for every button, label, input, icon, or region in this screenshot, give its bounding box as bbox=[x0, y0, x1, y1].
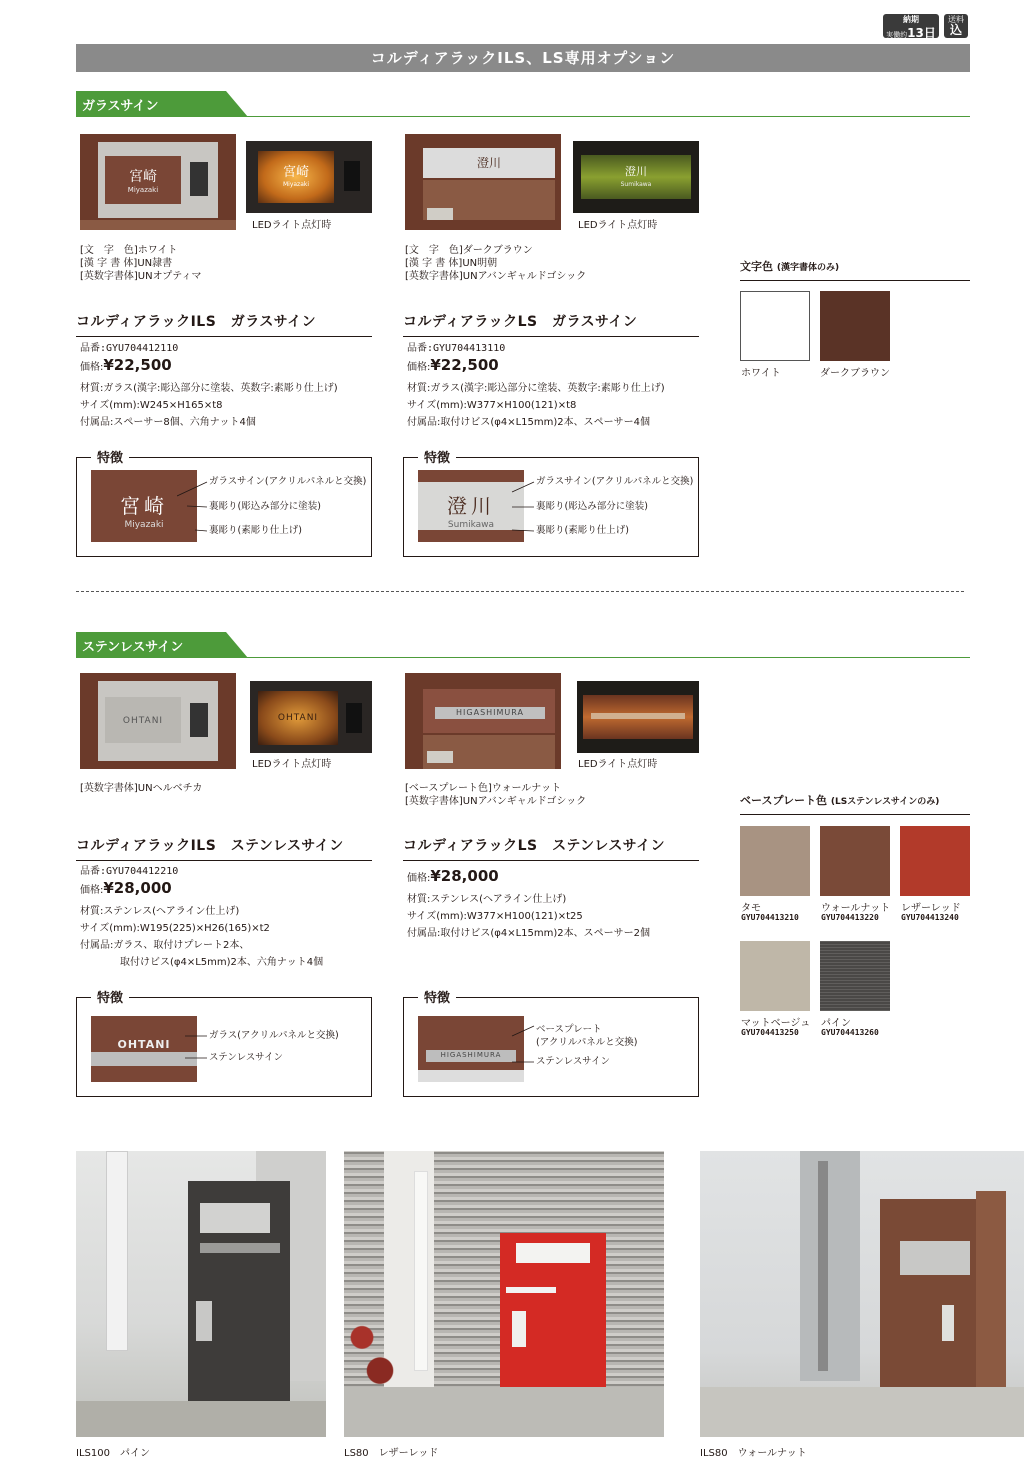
ils-steel-specs bbox=[80, 863, 323, 971]
photo-caption: LS80 レザーレッド bbox=[344, 1448, 439, 1459]
lead-time-prefix: 実働約 bbox=[886, 31, 908, 39]
feature-box bbox=[76, 451, 372, 557]
price-label: 価格: bbox=[80, 885, 104, 896]
product-title: コルディアラックILS ステンレスサイン bbox=[76, 835, 372, 861]
ils-glass-specs bbox=[80, 340, 338, 431]
caption-line: [英数字書体]UNアバンギャルドゴシック bbox=[405, 271, 587, 282]
swatch-title-text: 文字色 bbox=[740, 260, 773, 273]
ls-steel-specs bbox=[407, 868, 650, 942]
section-tab-stainless bbox=[76, 632, 248, 658]
led-sign-kanji: 澄川 bbox=[625, 165, 647, 178]
swatch-title bbox=[740, 792, 970, 815]
callout-text: ガラスサイン(アクリルパネルと交換) bbox=[536, 476, 694, 487]
section-divider bbox=[76, 591, 964, 592]
caption-line: [英数字書体]UNアバンギャルドゴシック bbox=[405, 796, 587, 807]
swatch-code: GYU704413240 bbox=[901, 913, 959, 922]
sign-kanji: 宮崎 bbox=[129, 169, 157, 185]
callout-text: 裏彫り(素彫り仕上げ) bbox=[536, 525, 629, 536]
ls-glass-specs bbox=[407, 340, 665, 431]
price: ¥22,500 bbox=[430, 356, 499, 374]
callout-lines bbox=[177, 476, 211, 536]
lead-time-badge bbox=[883, 14, 939, 38]
ils-glass-product-photo bbox=[80, 134, 236, 230]
swatch-tamo bbox=[740, 826, 810, 896]
spec-line: 材質:ステンレス(ヘアライン仕上げ) bbox=[80, 906, 240, 917]
swatch-note: (LSステンレスサインのみ) bbox=[830, 797, 940, 807]
spec-line: 付属品:スペーサー8個、六角ナット4個 bbox=[80, 417, 256, 428]
feature-box bbox=[403, 451, 699, 557]
swatch-code: GYU704413210 bbox=[741, 913, 799, 922]
shipping-label: 送料 bbox=[948, 15, 964, 24]
callout-text: ベースプレート bbox=[536, 1024, 602, 1035]
sign-roman: HIGASHIMURA bbox=[456, 708, 524, 717]
lead-time-label: 納期 bbox=[903, 15, 919, 24]
spec-line: 材質:ガラス(漢字:彫込部分に塗装、英数字:素彫り仕上げ) bbox=[407, 383, 665, 394]
ls-glass-led-photo bbox=[573, 141, 699, 213]
price: ¥28,000 bbox=[430, 867, 499, 885]
feature-label: 特徴 bbox=[418, 987, 456, 1006]
price: ¥28,000 bbox=[103, 879, 172, 897]
caption-line: [英数字書体]UNヘルベチカ bbox=[80, 783, 203, 794]
swatch-title-text: ベースプレート色 bbox=[740, 794, 828, 807]
ls-steel-captions bbox=[405, 782, 586, 808]
swatch-walnut bbox=[820, 826, 890, 896]
callout-text: (アクリルパネルと交換) bbox=[536, 1037, 638, 1048]
feature-box bbox=[403, 991, 699, 1097]
spec-line: 付属品:ガラス、取付けプレート2本、 bbox=[80, 940, 250, 951]
section-title-stainless: ステンレスサイン bbox=[82, 640, 184, 655]
spec-line: 付属品:取付けビス(φ4×L15mm)2本、スペーサー4個 bbox=[407, 417, 651, 428]
installation-photo-ils80-walnut bbox=[700, 1151, 1024, 1437]
caption-line: [漢 字 書 体]UN明朝 bbox=[405, 258, 498, 269]
ils-glass-captions bbox=[80, 244, 202, 283]
feature-label: 特徴 bbox=[91, 447, 129, 466]
price-label: 価格: bbox=[80, 362, 104, 373]
swatch-code: GYU704413250 bbox=[741, 1028, 799, 1037]
shipping-value: 込 bbox=[949, 23, 962, 37]
spec-line: サイズ(mm):W195(225)×H26(165)×t2 bbox=[80, 923, 270, 934]
spec-line: 付属品:取付けビス(φ4×L15mm)2本、スペーサー2個 bbox=[407, 928, 651, 939]
section-rule bbox=[76, 657, 970, 658]
swatch-title bbox=[740, 258, 970, 281]
sign-roman: OHTANI bbox=[122, 716, 164, 726]
led-sign-roman: OHTANI bbox=[277, 713, 319, 723]
sign-kanji: 澄川 bbox=[476, 156, 501, 170]
price-label: 価格: bbox=[407, 362, 431, 373]
feature-sign-roman: OHTANI bbox=[117, 1038, 171, 1051]
callout-lines bbox=[504, 476, 538, 536]
swatch-name: ダークブラウン bbox=[820, 368, 890, 379]
caption-line: [文 字 色]ホワイト bbox=[80, 245, 178, 256]
swatch-matte-beige bbox=[740, 941, 810, 1011]
ls-glass-captions bbox=[405, 244, 586, 283]
swatch-white bbox=[740, 291, 810, 361]
callout-text: 裏彫り(彫込み部分に塗装) bbox=[209, 501, 321, 512]
swatch-name: レザーレッド bbox=[901, 903, 961, 914]
led-caption: LEDライト点灯時 bbox=[578, 759, 658, 770]
shipping-badge bbox=[944, 14, 968, 38]
swatch-note: (漢字書体のみ) bbox=[776, 263, 840, 273]
feature-sign-roman: HIGASHIMURA bbox=[440, 1051, 502, 1059]
ls-steel-product-photo bbox=[405, 673, 561, 769]
product-code: 品番:GYU704412210 bbox=[80, 866, 179, 877]
product-title: コルディアラックLS ステンレスサイン bbox=[403, 835, 699, 861]
feature-sign-roman: Sumikawa bbox=[447, 520, 495, 530]
swatch-leather-red bbox=[900, 826, 970, 896]
callout-text: ガラスサイン(アクリルパネルと交換) bbox=[209, 476, 367, 487]
ils-steel-captions bbox=[80, 782, 202, 795]
callout-text: 裏彫り(素彫り仕上げ) bbox=[209, 525, 302, 536]
ls-glass-product-photo bbox=[405, 134, 561, 230]
swatch-code: GYU704413220 bbox=[821, 913, 879, 922]
spec-line: サイズ(mm):W377×H100(121)×t8 bbox=[407, 400, 577, 411]
callout-lines bbox=[177, 1028, 211, 1068]
spec-line: 材質:ステンレス(ヘアライン仕上げ) bbox=[407, 894, 567, 905]
callout-text: ステンレスサイン bbox=[536, 1056, 610, 1067]
spec-line: サイズ(mm):W377×H100(121)×t25 bbox=[407, 911, 583, 922]
feature-label: 特徴 bbox=[91, 987, 129, 1006]
swatch-name: マットベージュ bbox=[741, 1018, 811, 1029]
spec-line: サイズ(mm):W245×H165×t8 bbox=[80, 400, 223, 411]
product-code: 品番:GYU704413110 bbox=[407, 343, 506, 354]
price-label: 価格: bbox=[407, 873, 431, 884]
swatch-name: ウォールナット bbox=[821, 903, 891, 914]
caption-line: [英数字書体]UNオプティマ bbox=[80, 271, 202, 282]
swatch-name: タモ bbox=[741, 903, 761, 914]
section-tab-glass bbox=[76, 91, 248, 117]
led-caption: LEDライト点灯時 bbox=[252, 220, 332, 231]
feature-sign-kanji: 宮崎 bbox=[120, 494, 168, 518]
installation-photo-ils100 bbox=[76, 1151, 326, 1437]
callout-lines bbox=[504, 1018, 538, 1068]
feature-box bbox=[76, 991, 372, 1097]
photo-caption: ILS80 ウォールナット bbox=[700, 1448, 807, 1459]
installation-photo-ls80-red bbox=[344, 1151, 664, 1437]
swatch-name: ホワイト bbox=[741, 368, 781, 379]
led-caption: LEDライト点灯時 bbox=[578, 220, 658, 231]
ils-steel-product-photo bbox=[80, 673, 236, 769]
spec-line: 材質:ガラス(漢字:彫込部分に塗装、英数字:素彫り仕上げ) bbox=[80, 383, 338, 394]
sign-roman: Miyazaki bbox=[127, 186, 159, 194]
lead-time-days: 13日 bbox=[907, 26, 936, 40]
product-title: コルディアラックILS ガラスサイン bbox=[76, 311, 372, 337]
swatch-dark-brown bbox=[820, 291, 890, 361]
section-rule bbox=[76, 116, 970, 117]
spec-line: 取付けビス(φ4×L5mm)2本、六角ナット4個 bbox=[80, 957, 324, 968]
caption-line: [漢 字 書 体]UN隷書 bbox=[80, 258, 173, 269]
page-title: コルディアラックILS、LS専用オプション bbox=[76, 44, 970, 72]
ils-steel-led-photo bbox=[250, 681, 372, 753]
feature-sign-kanji: 澄川 bbox=[447, 494, 495, 518]
product-code: 品番:GYU704412110 bbox=[80, 343, 179, 354]
led-sign-roman: Miyazaki bbox=[282, 181, 310, 188]
led-caption: LEDライト点灯時 bbox=[252, 759, 332, 770]
swatch-name: パイン bbox=[821, 1018, 851, 1029]
swatch-code: GYU704413260 bbox=[821, 1028, 879, 1037]
led-sign-kanji: 宮崎 bbox=[282, 165, 309, 180]
photo-caption: ILS100 パイン bbox=[76, 1448, 150, 1459]
product-title: コルディアラックLS ガラスサイン bbox=[403, 311, 699, 337]
caption-line: [文 字 色]ダークブラウン bbox=[405, 245, 533, 256]
ils-glass-led-photo bbox=[246, 141, 372, 213]
callout-text: ステンレスサイン bbox=[209, 1052, 283, 1063]
price: ¥22,500 bbox=[103, 356, 172, 374]
ls-steel-led-photo bbox=[577, 681, 699, 753]
section-title-glass: ガラスサイン bbox=[82, 99, 159, 114]
callout-text: ガラス(アクリルパネルと交換) bbox=[209, 1030, 339, 1041]
feature-sign-roman: Miyazaki bbox=[124, 520, 164, 530]
led-sign-roman: Sumikawa bbox=[620, 181, 652, 188]
feature-label: 特徴 bbox=[418, 447, 456, 466]
swatch-pine bbox=[820, 941, 890, 1011]
callout-text: 裏彫り(彫込み部分に塗装) bbox=[536, 501, 648, 512]
caption-line: [ベースプレート色]ウォールナット bbox=[405, 783, 562, 794]
